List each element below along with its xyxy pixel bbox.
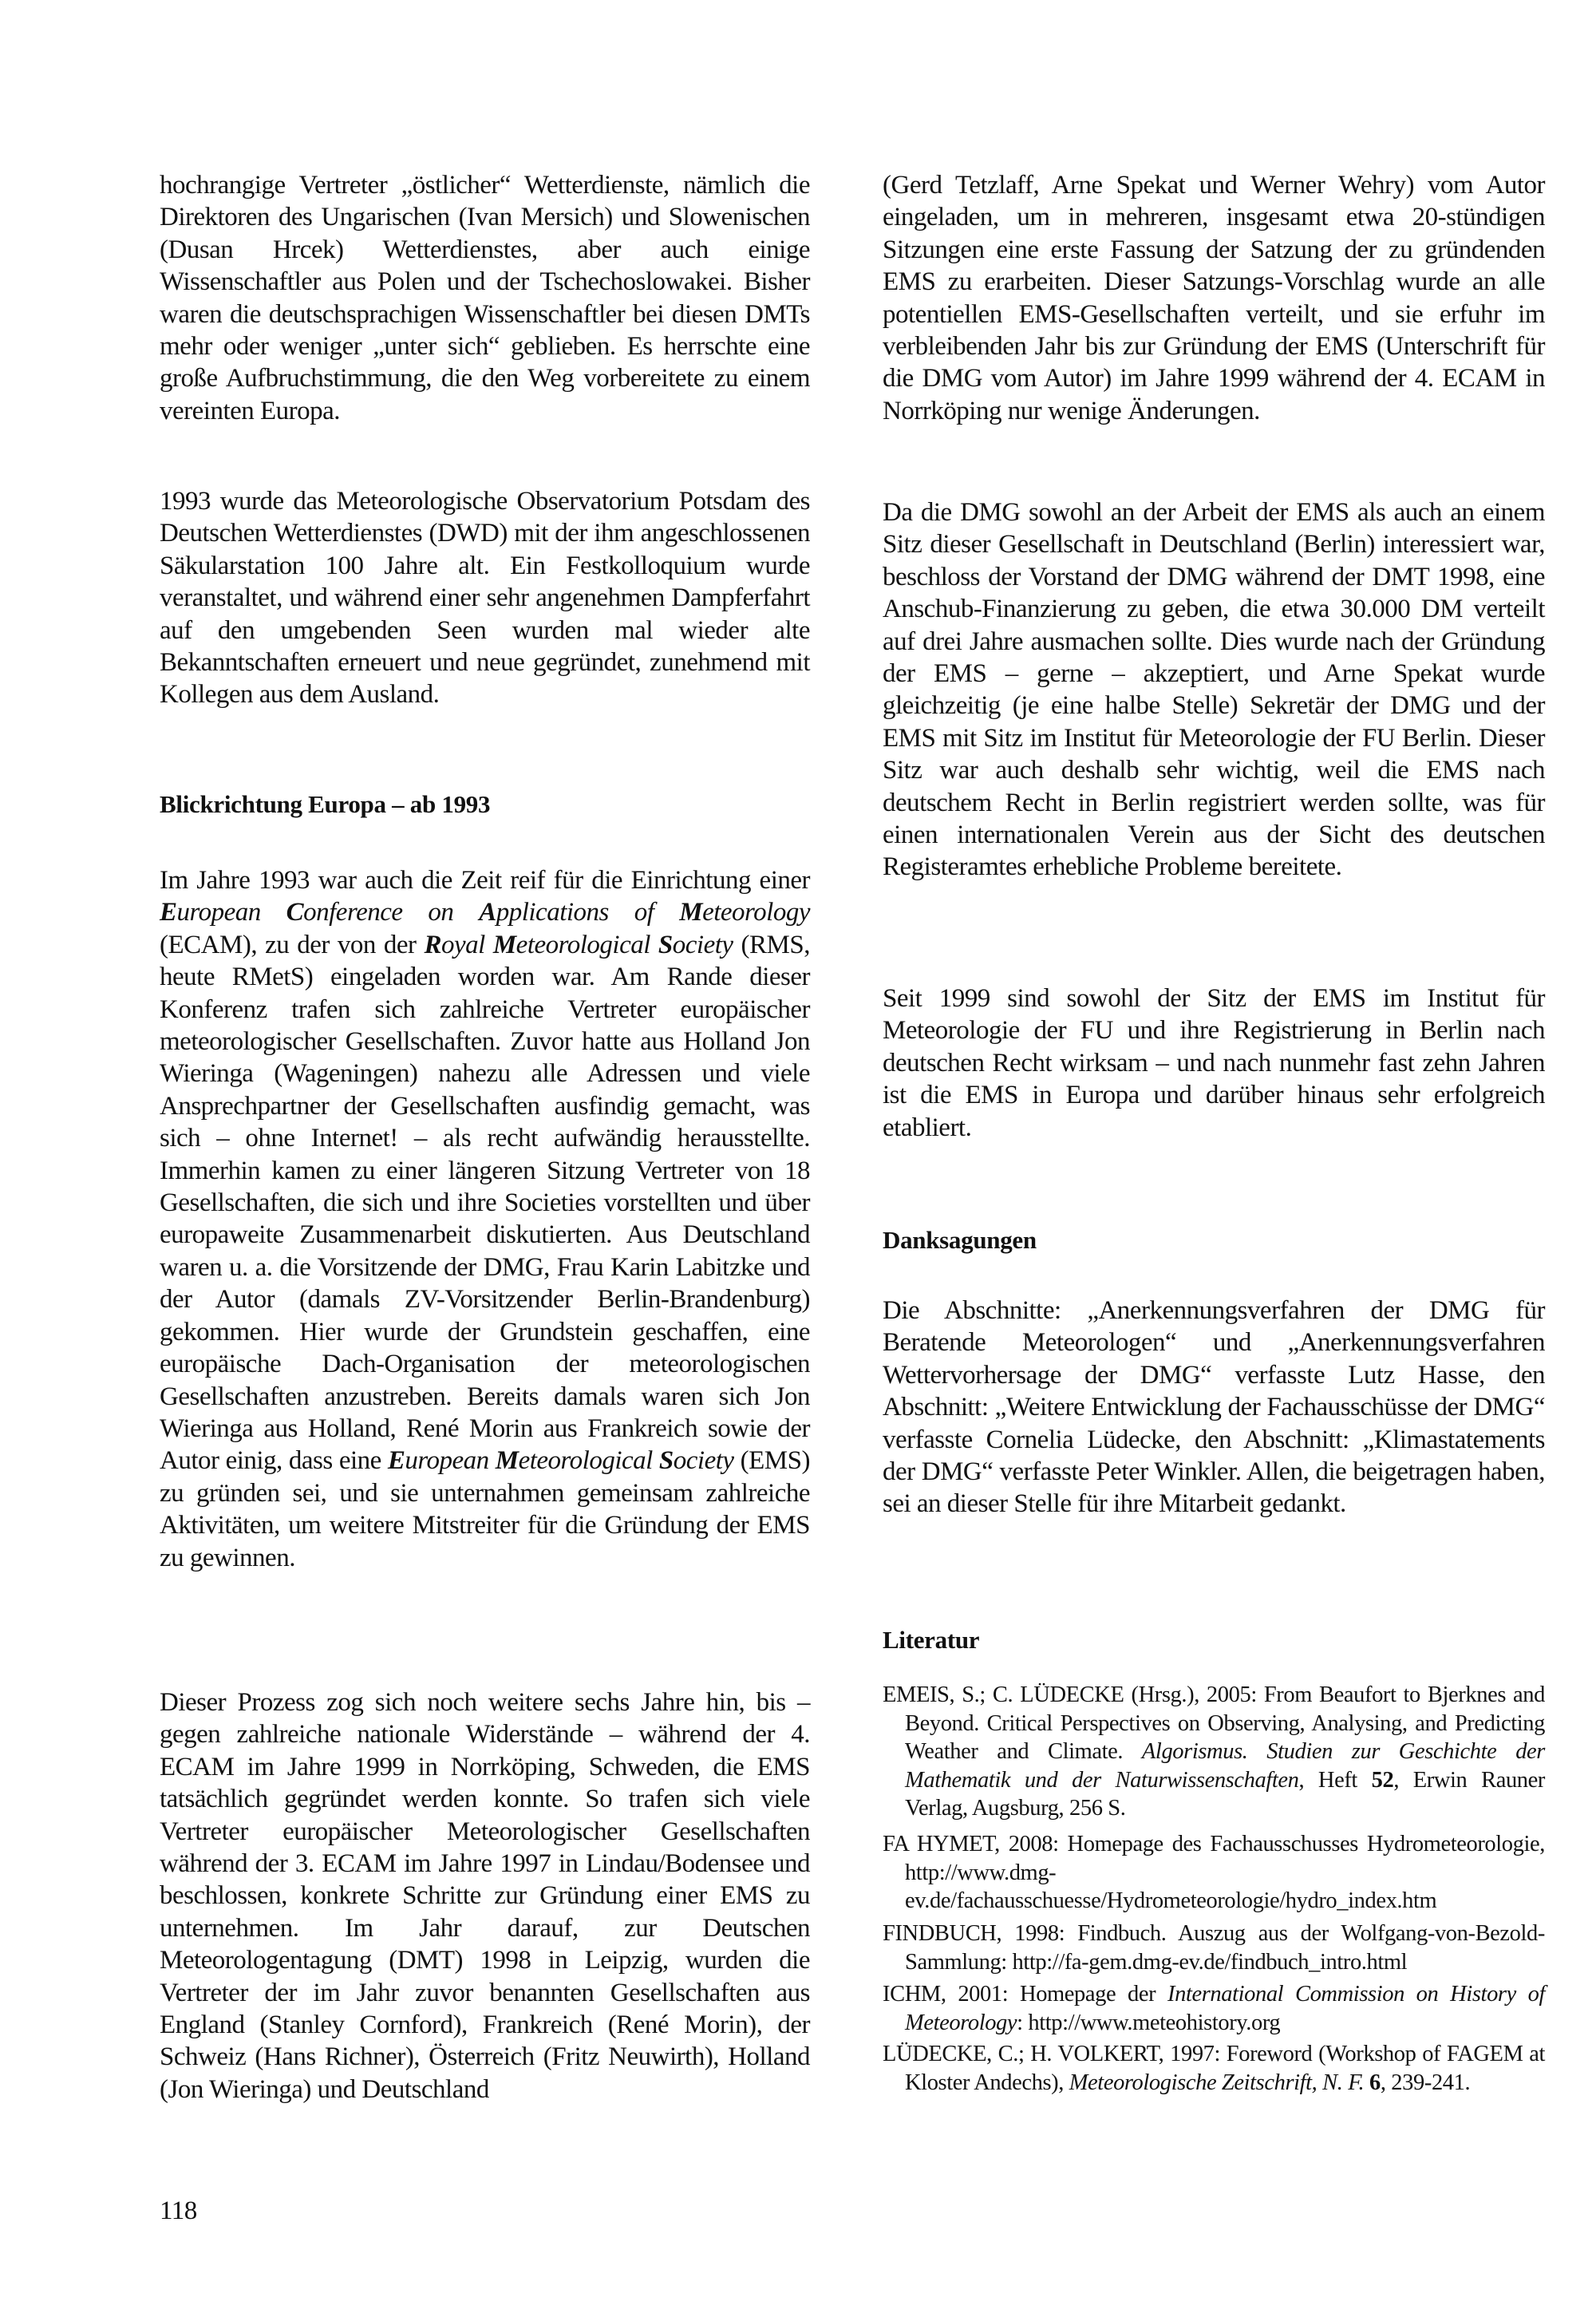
reference-luedecke-volkert: LÜDECKE, C.; H. VOLKERT, 1997: Foreword (Workshop of FAGEM at Kloster Andechs), Meteorologische Zeitschrift, N. F. 6, 239-241.: [883, 2042, 1545, 2095]
paragraph-acknowledgements: Die Abschnitte: „Anerkennungsverfahren der DMG für Beratende Meteorologen“ und „Anerkennungsverfahren Wettervorhersage der DMG“ verfasste Lutz Hasse, den Abschnitt: „Weitere Entwicklung der Fachausschüsse der DMG“ verfasste Cornelia Lüdecke, den Abschnitt: „Klimastatements der DMG“ verfasste Peter Winkler. Allen, die beigetragen haben, sei an dieser Stelle für ihre Mitarbeit gedankt.: [883, 1296, 1545, 1519]
reference-ichm: ICHM, 2001: Homepage der International Commission on History of Meteorology: http://www.meteohistory.org: [883, 1982, 1545, 2035]
reference-emeis: EMEIS, S.; C. LÜDECKE (Hrsg.), 2005: From Beaufort to Bjerknes and Beyond. Critical Perspectives on Observing, Analysing, and Predicting Weather and Climate. Algorismus. Studien zur Geschichte der Mathematik und der Naturwissenschaften, Heft 52, Erwin Rauner Verlag, Augsburg, 256 S.: [883, 1682, 1545, 1821]
reference-findbuch: FINDBUCH, 1998: Findbuch. Auszug aus der Wolfgang-von-Bezold-Sammlung: http://fa-gem.dmg-ev.de/findbuch_intro.html: [883, 1921, 1545, 1975]
ems-name: European Meteorological Society: [387, 1446, 734, 1476]
paragraph-eastern-delegates: hochrangige Vertreter „östlicher“ Wetterdienste, nämlich die Direktoren des Ungarischen (Ivan Mersich) und Slowenischen (Dusan Hrcek) Wetterdienstes, aber auch einige Wissenschaftler aus Polen und der Tschechoslowakei. Bisher waren die deutschsprachigen Wissenschaftler bei diesen DMTs mehr oder weniger „unter sich“ geblieben. Es herrschte eine große Aufbruchstimmung, die den Weg vorbereitete zu einem vereinten Europa.: [160, 171, 810, 425]
paragraph-dmg-funding: Da die DMG sowohl an der Arbeit der EMS als auch an einem Sitz dieser Gesellschaft in Deutschland (Berlin) interessiert war, beschloss der Vorstand der DMG während der DMT 1998, eine Anschub-Finanzierung zu geben, die etwa 30.000 DM verteilt auf drei Jahre ausmachen sollte. Dies wurde nach der Gründung der EMS – gerne – akzeptiert, und Arne Spekat wurde gleichzeitig (je eine halbe Stelle) Sekretär der DMG und der EMS mit Sitz im Institut für Meteorologie der FU Berlin. Dieser Sitz war auch deshalb sehr wichtig, weil die EMS nach deutschem Recht in Berlin registriert werden sollte, was für einen internationalen Verein aus der Sicht des deutschen Registeramtes erhebliche Probleme bereitete.: [883, 498, 1545, 882]
paragraph-ems-process: Dieser Prozess zog sich noch weitere sechs Jahre hin, bis – gegen zahlreiche nationale Widerstände – während der 4. ECAM im Jahre 1999 in Norrköping, Schweden, die EMS tatsächlich gegründet werden konnte. So trafen sich viele Vertreter europäischer Meteorologischer Gesellschaften während der 3. ECAM im Jahre 1997 in Lindau/Bodensee und beschlossen, konkrete Schritte zur Gründung einer EMS zu unternehmen. Im Jahr darauf, zur Deutschen Meteorologentagung (DMT) 1998 in Leipzig, wurden die Vertreter der im Jahr zuvor benannten Gesellschaften aus England (Stanley Cornford), Frankreich (René Morin), der Schweiz (Hans Richner), Österreich (Fritz Neuwirth), Holland (Jon Wieringa) und Deutschland: [160, 1688, 810, 2104]
reference-fa-hymet: FA HYMET, 2008: Homepage des Fachausschusses Hydrometeorologie, http://www.dmg-ev.de/fachausschuesse/Hydrometeorologie/hydro_index.htm: [883, 1832, 1545, 1913]
page-number: 118: [160, 2196, 197, 2225]
section-heading-europa: Blickrichtung Europa – ab 1993: [160, 790, 491, 818]
paragraph-potsdam-observatory: 1993 wurde das Meteorologische Observatorium Potsdam des Deutschen Wetterdienstes (DWD) mit der ihm angeschlossenen Säkularstation 100 Jahre alt. Ein Festkolloquium wurde veranstaltet, und während einer sehr angenehmen Dampferfahrt auf den umgebenden Seen wurden mal wieder alte Bekanntschaften erneuert und neue gegründet, zunehmend mit Kollegen aus dem Ausland.: [160, 487, 810, 710]
section-heading-literatur: Literatur: [883, 1626, 980, 1654]
section-heading-danksagungen: Danksagungen: [883, 1226, 1037, 1254]
paragraph-ems-since-1999: Seit 1999 sind sowohl der Sitz der EMS im Institut für Meteorologie der FU und ihre Registrierung in Berlin nach deutschen Recht wirksam – und nach nunmehr fast zehn Jahren ist die EMS in Europa und darüber hinaus sehr erfolgreich etabliert.: [883, 984, 1545, 1142]
rms-name: Royal Meteorological Society: [424, 930, 733, 959]
ecam-name: European Conference on Applications of Meteorology: [160, 898, 810, 927]
paragraph-statute-draft: (Gerd Tetzlaff, Arne Spekat und Werner Wehry) vom Autor eingeladen, um in mehreren, insgesamt etwa 20-stündigen Sitzungen eine erste Fassung der Satzung der zu gründenden EMS zu erarbeiten. Dieser Satzungs-Vorschlag wurde an alle potentiellen EMS-Gesellschaften verteilt, und sie erfuhr im verbleibenden Jahr bis zur Gründung der EMS (Unterschrift für die DMG vom Autor) im Jahre 1999 während der 4. ECAM in Norrköping nur wenige Änderungen.: [883, 171, 1545, 425]
paragraph-ecam-founding: Im Jahre 1993 war auch die Zeit reif für die Einrichtung einer European Conference on Applications of Meteorology (ECAM), zu der von der Royal Meteorological Society (RMS, heute RMetS) eingeladen worden war. Am Rande dieser Konferenz trafen sich zahlreiche Vertreter europäischer meteorologischer Gesellschaften. Zuvor hatte aus Holland Jon Wieringa (Wageningen) nahezu alle Adressen und viele Ansprechpartner der Gesellschaften ausfindig gemacht, was sich – ohne Internet! – als recht aufwändig herausstellte. Immerhin kamen zu einer längeren Sitzung Vertreter von 18 Gesellschaften, die sich und ihre Societies vorstellten und über europaweite Zusammenarbeit diskutierten. Aus Deutschland waren u. a. die Vorsitzende der DMG, Frau Karin Labitzke und der Autor (damals ZV-Vorsitzender Berlin-Brandenburg) gekommen. Hier wurde der Grundstein geschaffen, eine europäische Dach-Organisation der meteorologischen Gesellschaften anzustreben. Bereits damals waren sich Jon Wieringa aus Holland, René Morin aus Frankreich sowie der Autor einig, dass eine European Meteorological Society (EMS) zu gründen sei, und sie unternahmen gemeinsam zahlreiche Aktivitäten, um weitere Mitstreiter für die Gründung der EMS zu gewinnen.: [160, 866, 810, 1572]
